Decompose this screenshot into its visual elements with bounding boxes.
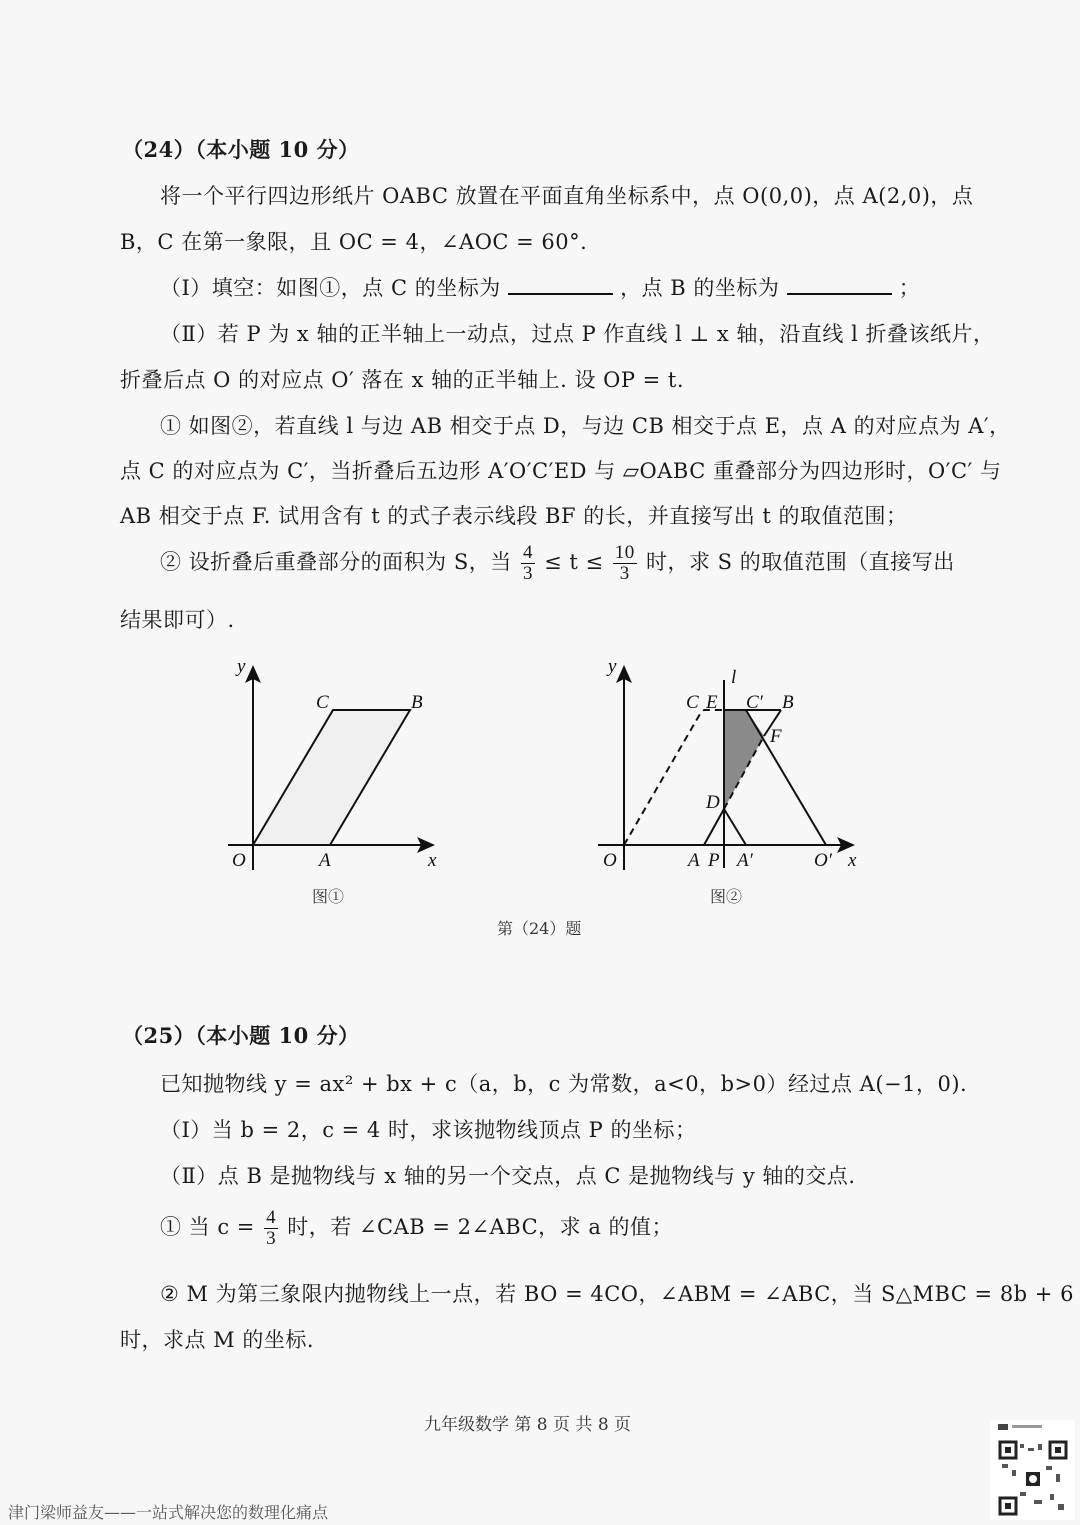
answer-blank-c[interactable]: [508, 275, 613, 295]
q24-part1-suffix: ；: [898, 276, 921, 300]
page-footer: 九年级数学 第 8 页 共 8 页: [424, 1415, 632, 1435]
q24-sub1-line1: ① 如图②，若直线 l 与边 AB 相交于点 D，与边 CB 相交于点 E，点 A 的对应点为 A′，: [160, 414, 1011, 438]
parallelogram-oabc: [253, 710, 410, 845]
q24-part1-prefix: （Ⅰ）填空：如图①，点 C 的坐标为: [160, 276, 501, 300]
q25-sub2-line1: ② M 为第三象限内抛物线上一点，若 BO = 4CO，∠ABM = ∠ABC，当 S△MBC = 8b + 6: [160, 1282, 1074, 1306]
figure-1-caption: 图①: [312, 887, 345, 906]
figures-caption: 第（24）题: [497, 919, 582, 938]
q24-sub1-line3: AB 相交于点 F. 试用含有 t 的式子表示线段 BF 的长，并直接写出 t 的取值范围；: [120, 504, 908, 528]
label-b: B: [411, 692, 423, 713]
frac-numerator: 4: [266, 1207, 277, 1228]
q24-sub2-mid: ≤ t ≤: [544, 550, 604, 574]
q24-sub2-prefix: ② 设折叠后重叠部分的面积为 S，当: [160, 550, 512, 574]
frac-denominator: 3: [619, 563, 630, 584]
fraction-4-3: [264, 1208, 278, 1249]
q24-figures: [0, 640, 1080, 910]
label-o: O: [232, 850, 246, 871]
answer-blank-b[interactable]: [787, 275, 892, 295]
q24-sub1-line2: 点 C 的对应点为 C′，当折叠后五边形 A′O′C′ED 与 ▱OABC 重叠部分为四边形时，O′C′ 与: [120, 459, 1002, 483]
label-p: P: [708, 850, 720, 871]
q25-part2: （Ⅱ）点 B 是抛物线与 x 轴的另一个交点，点 C 是抛物线与 y 轴的交点.: [160, 1164, 856, 1188]
original-dashed-edge: [624, 710, 724, 845]
frac-denominator: 3: [266, 1228, 277, 1249]
qr-code-icon: [990, 1420, 1075, 1520]
q25-sub2-line2: 时，求点 M 的坐标.: [120, 1328, 315, 1352]
q25-header: （25）（本小题 10 分）: [122, 1023, 360, 1048]
q25-sub1-prefix: ① 当 c =: [160, 1215, 255, 1239]
label-x: x: [848, 850, 857, 871]
figure-1: [228, 656, 437, 871]
label-d: D: [706, 792, 720, 813]
figure-2: [598, 656, 857, 871]
label-a: A: [319, 850, 331, 871]
label-a: A: [688, 850, 700, 871]
label-a-prime: A′: [737, 850, 753, 871]
frac-denominator: 3: [522, 563, 533, 584]
label-e: E: [706, 692, 718, 713]
overlap-shaded-region: [724, 710, 764, 809]
q24-part1-mid: ，点 B 的坐标为: [620, 276, 780, 300]
q24-header: （24）（本小题 10 分）: [122, 137, 360, 162]
q24-intro-line1: 将一个平行四边形纸片 OABC 放置在平面直角坐标系中，点 O(0,0)，点 A(2,0)，点: [160, 184, 974, 208]
q25-intro: 已知抛物线 y = ax² + bx + c（a，b，c 为常数，a<0，b>0）经过点 A(−1，0).: [160, 1072, 968, 1096]
label-c: C: [686, 692, 699, 713]
figure-2-caption: 图②: [710, 887, 743, 906]
label-c: C: [316, 692, 329, 713]
fraction-4-3: [521, 543, 535, 584]
label-y: y: [608, 656, 617, 677]
segment-c-prime-o-prime: [746, 710, 826, 845]
label-c-prime: C′: [746, 692, 763, 713]
segment-da-prime: [724, 809, 746, 845]
q24-sub2-line1: [160, 543, 955, 584]
frac-numerator: 10: [614, 542, 635, 563]
q24-part2-line1: （Ⅱ）若 P 为 x 轴的正半轴上一动点，过点 P 作直线 l ⊥ x 轴，沿直线 l 折叠该纸片，: [160, 322, 995, 346]
q24-part2-line2: 折叠后点 O 的对应点 O′ 落在 x 轴的正半轴上. 设 OP = t.: [120, 368, 685, 392]
label-l: l: [731, 667, 737, 688]
label-x: x: [428, 850, 437, 871]
label-o: O: [603, 850, 617, 871]
q25-sub1-suffix: 时，若 ∠CAB = 2∠ABC，求 a 的值；: [287, 1215, 674, 1239]
frac-numerator: 4: [522, 542, 533, 563]
label-b: B: [782, 692, 794, 713]
label-f: F: [770, 726, 782, 747]
q24-sub2-line2: 结果即可）.: [120, 608, 235, 632]
segment-ad: [704, 809, 724, 845]
q24-part1: [160, 272, 920, 302]
q25-part1: （Ⅰ）当 b = 2，c = 4 时，求该抛物线顶点 P 的坐标；: [160, 1118, 697, 1142]
q24-sub2-suffix: 时，求 S 的取值范围（直接写出: [645, 550, 955, 574]
label-o-prime: O′: [814, 850, 832, 871]
watermark-text: 津门梁师益友——一站式解决您的数理化痛点: [8, 1503, 329, 1522]
q25-sub1: [160, 1208, 673, 1249]
fraction-10-3: [613, 543, 637, 584]
q24-intro-line2: B，C 在第一象限，且 OC = 4，∠AOC = 60°.: [120, 230, 588, 254]
label-y: y: [237, 656, 246, 677]
